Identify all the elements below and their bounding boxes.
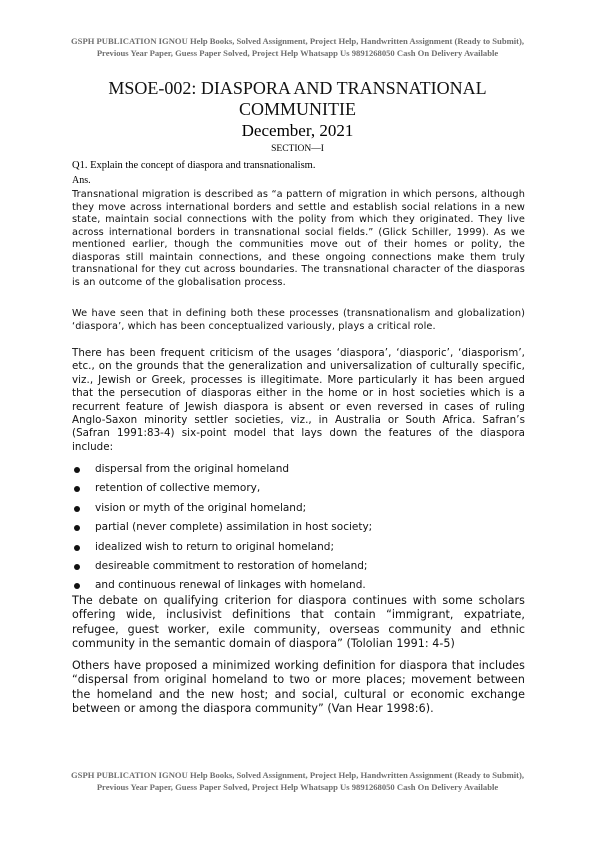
closing-paragraph: Others have proposed a minimized working definition for diaspora that includes “dispersal from original homeland to two or more places; movement between the homeland and the new host; and social, cultural or economic exchange between or among the diaspora community” (Van Hear 1998:6).: [72, 659, 525, 715]
question-text: Q1. Explain the concept of diaspora and transnationalism.: [72, 160, 316, 171]
list-item-text: partial (never complete) assimilation in host society;: [95, 521, 373, 534]
list-item-text: retention of collective memory,: [95, 482, 261, 495]
list-item: [72, 576, 525, 595]
list-item-text: and continuous renewal of linkages with homeland.: [95, 579, 366, 592]
publisher-header: GSPH PUBLICATION IGNOU Help Books, Solved Assignment, Project Help, Handwritten Assignment (Ready to Submit), Previous Year Paper, Guess Paper Solved, Project Help Whatsapp Us 9891268050 Cash On Delivery Available: [70, 36, 525, 58]
document-title: MSOE-002: DIASPORA AND TRANSNATIONAL COMMUNITIE: [108, 78, 487, 119]
list-item: [72, 479, 525, 498]
bullet-icon: [74, 467, 80, 473]
list-item-text: dispersal from the original homeland: [95, 463, 290, 475]
list-item: [72, 557, 525, 576]
bullet-icon: [74, 486, 80, 492]
list-item: [72, 538, 525, 557]
list-item: [72, 518, 525, 537]
answer-paragraph: There has been frequent criticism of the usages ‘diaspora’, ‘diasporic’, ‘diasporism’, etc., on the grounds that the generalization and universalization of culturally specific, viz., Jewish or Greek, processes is illegitimate. More particularly it has been argued that the persecution of diasporas either in the home or in host societies which is a recurrent feature of Jewish diaspora is absent or even reversed in cases of ruling Anglo-Saxon minority settler societies, viz., in Australia or South Africa. Safran’s (Safran 1991:83-4) six-point model that lays down the features of the diaspora include:: [72, 347, 525, 453]
closing-paragraph: The debate on qualifying criterion for diaspora continues with some scholars offering wide, inclusivist definitions that contain “immigrant, expatriate, refugee, guest worker, exile community, overseas community and ethnic community in the semantic domain of diaspora” (Tololian 1991: 4-5): [72, 594, 525, 650]
section-heading: SECTION—I: [271, 144, 324, 154]
bullet-icon: [74, 583, 80, 589]
list-item: [72, 499, 525, 518]
list-item-text: desireable commitment to restoration of homeland;: [95, 559, 368, 572]
bullet-icon: [74, 564, 80, 570]
bullet-icon: [74, 525, 80, 531]
diaspora-features-list: [72, 460, 525, 596]
list-item: [72, 460, 525, 479]
exam-date: December, 2021: [241, 121, 354, 140]
list-item-text: idealized wish to return to original homeland;: [95, 540, 335, 553]
answer-label: Ans.: [72, 175, 91, 186]
answer-paragraph: We have seen that in defining both these processes (transnationalism and globalization) ‘diaspora’, which has been conceptualized variously, plays a critical role.: [72, 308, 525, 332]
answer-paragraph: Transnational migration is described as “a pattern of migration in which persons, although they move across international borders and settle and establish social relations in a new state, maintain social connections with the polity from which they originated. They live across international borders in transnational social fields.” (Glick Schiller, 1999). As we mentioned earlier, though the communities move out of their homes or polity, the diasporas still maintain connections, and these ongoing connections make them truly transnational for they cut across boundaries. The transnational character of the diasporas is an outcome of the globalisation process.: [72, 189, 525, 288]
publisher-footer: GSPH PUBLICATION IGNOU Help Books, Solved Assignment, Project Help, Handwritten Assignment (Ready to Submit), Previous Year Paper, Guess Paper Solved, Project Help Whatsapp Us 9891268050 Cash On Delivery Available: [70, 770, 525, 792]
bullet-icon: [74, 545, 80, 551]
list-item-text: vision or myth of the original homeland;: [95, 501, 307, 514]
bullet-icon: [74, 506, 80, 512]
